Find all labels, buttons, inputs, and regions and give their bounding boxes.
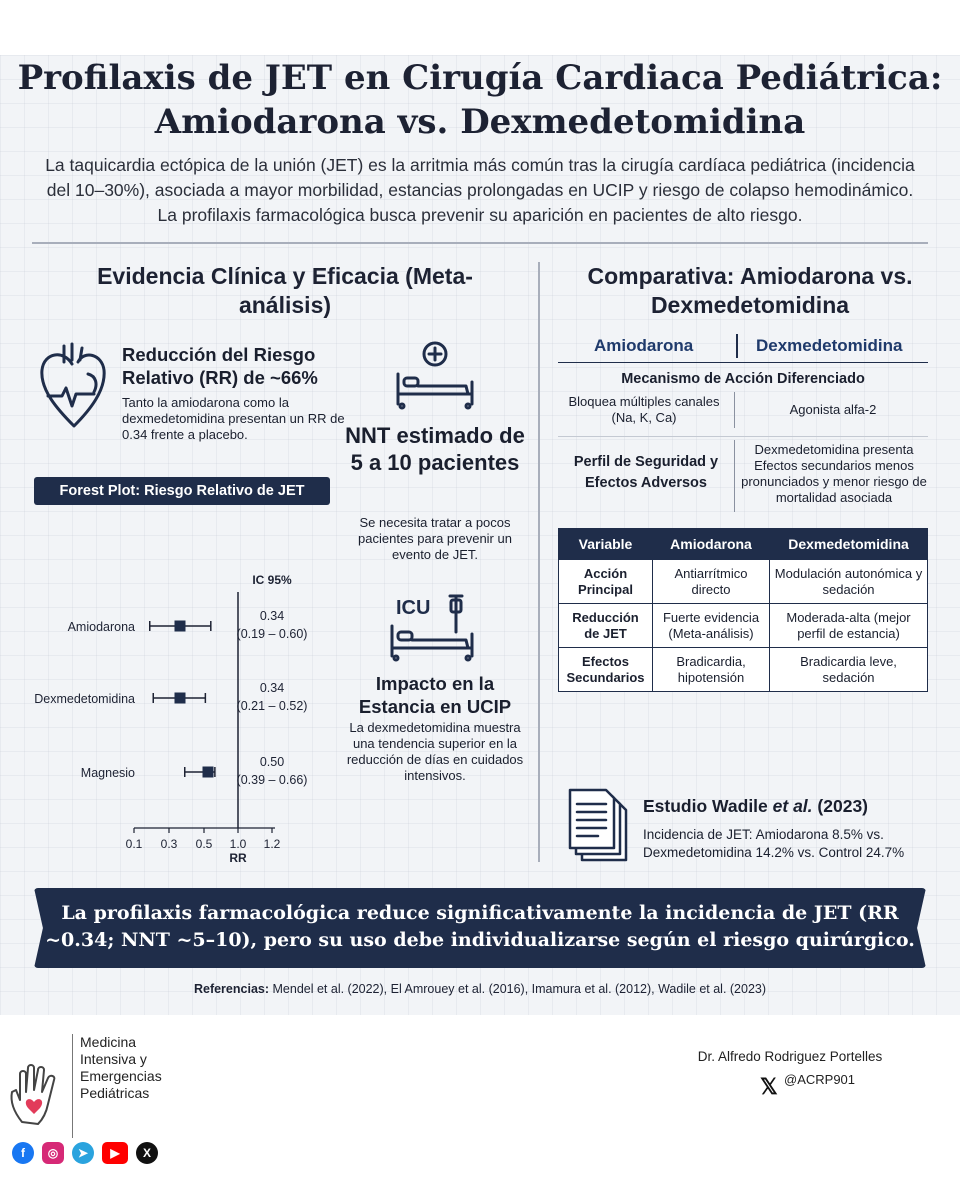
- table-header: Dexmedetomidina: [770, 529, 928, 560]
- intro-text: La taquicardia ectópica de la unión (JET) es la arritmia más común tras la cirugía cardíaca pediátrica (incidencia del 10–30%), asociada a mayor morbilidad, estancias prolongadas en UCIP y riesgo de colapso hemodinámico. La profilaxis farmacológica busca prevenir su aparición en pacientes de alto riesgo.: [45, 155, 915, 225]
- rr-value: 0.50: [259, 755, 285, 769]
- col-header-dexmedetomidina: Dexmedetomidina: [756, 336, 903, 355]
- facebook-icon[interactable]: f: [12, 1142, 34, 1164]
- youtube-icon[interactable]: ▶: [102, 1142, 128, 1164]
- table-row: [559, 648, 928, 692]
- hand-logo-icon: [8, 1062, 70, 1126]
- icu-label: ICU: [396, 597, 431, 619]
- author-name: Dr. Alfredo Rodriguez Portelles: [697, 1049, 883, 1064]
- conclusion-text: La profilaxis farmacológica reduce significativamente la incidencia de JET (RR ~0.34; NNT ~5–10), pero su uso debe individualizarse según el riesgo quirúrgico.: [45, 902, 915, 951]
- ucip-text: La dexmedetomidina muestra una tendencia superior en la reducción de días en cuidados intensivos.: [346, 720, 524, 783]
- heart-icon: [34, 340, 110, 430]
- telegram-icon[interactable]: ➤: [72, 1142, 94, 1164]
- social-links: [12, 1142, 158, 1164]
- col-divider: [736, 334, 738, 358]
- table-header: Variable: [559, 529, 653, 560]
- table-cell: Moderada-alta (mejor perfil de estancia): [770, 604, 928, 648]
- x-handle[interactable]: @ACRP901: [784, 1072, 856, 1087]
- table-cell: Fuerte evidencia (Meta-análisis): [653, 604, 770, 648]
- ucip-title: Impacto en la Estancia en UCIP: [358, 673, 512, 717]
- right-heading: Comparativa: Amiodarona vs. Dexmedetomidina: [587, 263, 913, 318]
- safety-text: Dexmedetomidina presenta Efectos secundarios menos pronunciados y menor riesgo de mortalidad asociada: [741, 442, 927, 505]
- row-label: Magnesio: [80, 766, 135, 780]
- mechanism-amiodarona: Bloquea múltiples canales (Na, K, Ca): [568, 394, 720, 425]
- forest-plot: [0, 510, 345, 865]
- wadile-text: Incidencia de JET: Amiodarona 8.5% vs. Dexmedetomidina 14.2% vs. Control 24.7%: [643, 827, 905, 860]
- x-tick-label: 0.3: [160, 837, 178, 851]
- wadile-title: Estudio Wadile et al. (2023): [643, 796, 869, 816]
- x-tick-label: 1.2: [263, 837, 281, 851]
- table-cell: Bradicardia, hipotensión: [653, 648, 770, 692]
- table-cell: Modulación autonómica y sedación: [770, 560, 928, 604]
- mechanism-dexmedetomidina: Agonista alfa-2: [789, 402, 877, 417]
- rr-title: Reducción del Riesgo Relativo (RR) de ~66%: [122, 344, 318, 388]
- table-row: [559, 604, 928, 648]
- comparison-header: [558, 332, 928, 364]
- ci-value: (0.19 – 0.60): [236, 627, 308, 641]
- hospital-bed-icon: [392, 340, 478, 410]
- ci-value: (0.39 – 0.66): [236, 773, 308, 787]
- table-cell: Bradicardia leve, sedación: [770, 648, 928, 692]
- table-cell: Antiarrítmico directo: [653, 560, 770, 604]
- organization-name: Medicina Intensiva y Emergencias Pediátricas: [80, 1034, 162, 1101]
- icu-bed-icon: [388, 592, 478, 662]
- x-tick-label: 0.5: [195, 837, 213, 851]
- row-label: Dexmedetomidina: [34, 692, 135, 706]
- table-cell: Acción Principal: [559, 560, 653, 604]
- rr-value: 0.34: [259, 681, 285, 695]
- instagram-icon[interactable]: ◎: [42, 1142, 64, 1164]
- comparison-table: [558, 528, 928, 692]
- x-axis-label: RR: [229, 851, 247, 865]
- x-logo-icon: 𝕏: [760, 1074, 778, 1099]
- mechanism-divider: [734, 392, 735, 428]
- rr-text: Tanto la amiodarona como la dexmedetomidina presentan un RR de 0.34 frente a placebo.: [122, 395, 345, 442]
- row-label: Amiodarona: [67, 620, 135, 634]
- table-row: [559, 560, 928, 604]
- ci-header: IC 95%: [252, 573, 292, 587]
- nnt-title: NNT estimado de 5 a 10 pacientes: [345, 423, 525, 475]
- rr-value: 0.34: [259, 609, 285, 623]
- x-icon[interactable]: X: [136, 1142, 158, 1164]
- point-estimate: [175, 621, 186, 632]
- divider-vertical: [538, 262, 540, 862]
- safety-divider: [734, 440, 735, 512]
- header-underline: [558, 362, 928, 363]
- left-heading: Evidencia Clínica y Eficacia (Meta-análisis): [97, 263, 473, 318]
- point-estimate: [203, 767, 214, 778]
- document-icon: [566, 788, 630, 864]
- safety-title: Perfil de Seguridad y Efectos Adversos: [573, 454, 719, 491]
- table-cell: Efectos Secundarios: [559, 648, 653, 692]
- table-header-row: [559, 529, 928, 560]
- section-separator: [558, 436, 928, 437]
- table-cell: Reducción de JET: [559, 604, 653, 648]
- forest-plot-title: Forest Plot: Riesgo Relativo de JET: [34, 477, 330, 505]
- point-estimate: [175, 693, 186, 704]
- page-title: Profilaxis de JET en Cirugía Cardiaca Pediátrica: Amiodarona vs. Dexmedetomidina: [17, 58, 943, 142]
- x-tick-label: 0.1: [125, 837, 143, 851]
- logo-divider: [72, 1034, 73, 1138]
- divider-horizontal: [32, 242, 928, 244]
- ci-value: (0.21 – 0.52): [236, 699, 308, 713]
- references: Referencias: Mendel et al. (2022), El Amrouey et al. (2016), Imamura et al. (2012), Wadile et al. (2023): [193, 982, 767, 996]
- nnt-text: Se necesita tratar a pocos pacientes para prevenir un evento de JET.: [358, 515, 512, 562]
- x-tick-label: 1.0: [229, 837, 247, 851]
- col-header-amiodarona: Amiodarona: [594, 336, 694, 355]
- mechanism-title: Mecanismo de Acción Diferenciado: [621, 371, 865, 387]
- table-header: Amiodarona: [653, 529, 770, 560]
